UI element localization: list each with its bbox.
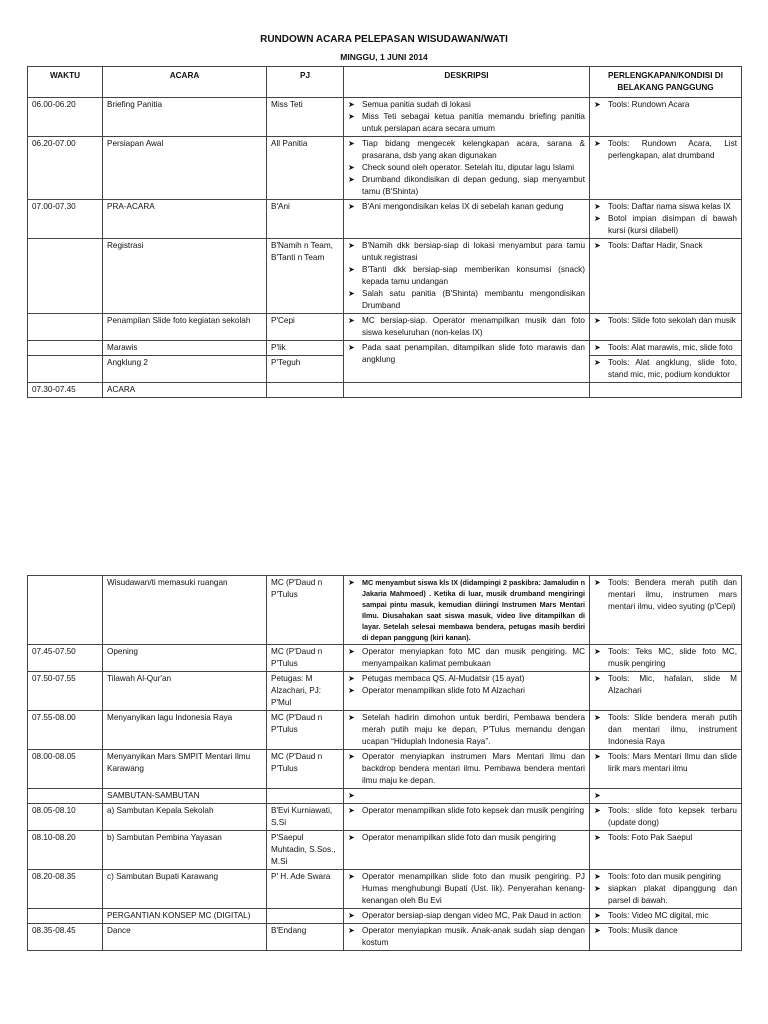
bullet-item: ➤ Tools: slide foto kepsek terbaru (update dong)	[594, 805, 737, 829]
bullet-list	[348, 751, 585, 787]
header-deskripsi: DESKRIPSI	[344, 67, 590, 98]
cell-perlengkapan	[590, 341, 742, 356]
bullet-item: ➤ Tools: Mars Mentari Ilmu dan slide lirik mars mentari ilmu	[594, 751, 737, 775]
bullet-list	[594, 673, 737, 697]
bullet-list	[594, 138, 737, 162]
header-acara: ACARA	[103, 67, 267, 98]
bullet-list	[348, 805, 585, 817]
table-row	[28, 909, 742, 924]
bullet-list	[348, 315, 585, 339]
bullet-item: ➤ Operator menyiapkan instrumen Mars Mentari Ilmu dan backdrop bendera mentari ilmu. Pembawa bendera mentari ilmu maju ke depan.	[348, 751, 585, 787]
bullet-item: ➤ Tools: Bendera merah putih dan mentari ilmu, instrumen mars mentari ilmu, video syuting (p'Cepi)	[594, 577, 737, 613]
bullet-list	[594, 646, 737, 670]
bullet-item: ➤ Tools: foto dan musik pengiring	[594, 871, 737, 883]
cell-deskripsi	[344, 98, 590, 137]
bullet-list	[348, 871, 585, 907]
cell-waktu	[28, 909, 103, 924]
bullet-item: ➤ Setelah hadirin dimohon untuk berdiri, Pembawa bendera merah putih maju ke depan, P'Tulus memandu dengan ucapan “Hiduplah Indonesia Raya”.	[348, 712, 585, 748]
bullet-item: ➤ Tools: Mic, hafalan, slide M Alzachari	[594, 673, 737, 697]
bullet-list	[348, 832, 585, 844]
cell-deskripsi	[344, 341, 590, 383]
cell-deskripsi	[344, 576, 590, 645]
document-title: RUNDOWN ACARA PELEPASAN WISUDAWAN/WATI	[260, 34, 508, 45]
header-waktu: WAKTU	[28, 67, 103, 98]
table-row	[28, 750, 742, 789]
bullet-item: ➤ Tools: Slide foto sekolah dan musik	[594, 315, 737, 327]
cell-perlengkapan	[590, 356, 742, 383]
bullet-item: ➤ Botol impian disimpan di bawah kursi (kursi dilabeli)	[594, 213, 737, 237]
table-row	[28, 672, 742, 711]
cell-waktu: 07.55-08.00	[28, 711, 103, 750]
cell-perlengkapan	[590, 576, 742, 645]
bullet-item: ➤ Tiap bidang mengecek kelengkapan acara, sarana & prasarana, dsb yang akan digunakan	[348, 138, 585, 162]
cell-acara: Penampilan Slide foto kegiatan sekolah	[103, 314, 267, 341]
cell-pj: P'Teguh	[267, 356, 344, 383]
header-pj: PJ	[267, 67, 344, 98]
bullet-item: ➤ MC menyambut siswa kls IX (didampingi 2 paskibra: Jamaludin n Jakaria Mahmoed) . Ketika di luar, musik drumband mengiringi sampai pintu masuk, kemudian diiringi Instrumen Mars Mentari Ilmu. Diusahakan saat siswa masuk, video live ditampilkan di layar. Setelah selesai membawa bendera, petugas masih berdiri di depan panggung (kiri kanan).	[348, 577, 585, 643]
table-row	[28, 576, 742, 645]
cell-pj: P' H. Ade Swara	[267, 870, 344, 909]
bullet-list	[348, 646, 585, 670]
cell-waktu: 08.35-08.45	[28, 924, 103, 951]
bullet-list	[594, 910, 737, 922]
cell-perlengkapan	[590, 804, 742, 831]
cell-acara: Angklung 2	[103, 356, 267, 383]
cell-deskripsi	[344, 804, 590, 831]
cell-acara: Opening	[103, 645, 267, 672]
cell-waktu: 08.00-08.05	[28, 750, 103, 789]
cell-pj: MC (P'Daud n P'Tulus	[267, 750, 344, 789]
cell-waktu: 07.50-07.55	[28, 672, 103, 711]
cell-deskripsi	[344, 383, 590, 398]
table-header-row	[28, 67, 742, 98]
bullet-item: ➤ Tools: Foto Pak Saepul	[594, 832, 737, 844]
bullet-list	[348, 99, 585, 135]
bullet-list	[348, 712, 585, 748]
cell-waktu: 06.20-07.00	[28, 137, 103, 200]
bullet-list	[348, 910, 585, 922]
cell-perlengkapan	[590, 98, 742, 137]
cell-perlengkapan	[590, 672, 742, 711]
cell-acara: Menyanyikan Mars SMPIT Mentari Ilmu Karawang	[103, 750, 267, 789]
bullet-item: ➤ Salah satu panitia (B'Shinta) membantu mengondisikan Drumband	[348, 288, 585, 312]
bullet-item: ➤ Operator menampilkan slide foto dan musik pengiring. PJ Humas menghubungi Bupati (Ust. lik). Penyerahan kenang-kenangan oleh Bu Evi	[348, 871, 585, 907]
bullet-list	[594, 751, 737, 775]
cell-perlengkapan	[590, 870, 742, 909]
cell-perlengkapan	[590, 750, 742, 789]
bullet-list	[594, 577, 737, 613]
bullet-item	[594, 790, 737, 802]
bullet-item: ➤ Tools: Teks MC, slide foto MC, musik pengiring	[594, 646, 737, 670]
bullet-list	[348, 240, 585, 312]
bullet-item: ➤ Operator menampilkan slide foto M Alzachari	[348, 685, 585, 697]
bullet-item: ➤ Tools: Rundown Acara, List perlengkapan, alat drumband	[594, 138, 737, 162]
bullet-list	[594, 240, 737, 252]
cell-pj: Petugas: M Alzachari, PJ: P'Mul	[267, 672, 344, 711]
cell-deskripsi	[344, 314, 590, 341]
bullet-item: ➤ Operator bersiap-siap dengan video MC, Pak Daud in action	[348, 910, 585, 922]
bullet-item: ➤ siapkan plakat dipanggung dan parsel di bawah.	[594, 883, 737, 907]
cell-acara: Wisudawan/ti memasuki ruangan	[103, 576, 267, 645]
cell-waktu: 08.10-08.20	[28, 831, 103, 870]
table-row	[28, 98, 742, 137]
cell-pj: All Panitia	[267, 137, 344, 200]
cell-pj: B'Endang	[267, 924, 344, 951]
bullet-item: ➤ Semua panitia sudah di lokasi	[348, 99, 585, 111]
bullet-item: ➤ MC bersiap-siap. Operator menampilkan musik dan foto siswa keseluruhan (non-kelas IX)	[348, 315, 585, 339]
cell-acara: SAMBUTAN-SAMBUTAN	[103, 789, 267, 804]
cell-pj: Miss Teti	[267, 98, 344, 137]
bullet-list	[348, 673, 585, 697]
cell-acara: PERGANTIAN KONSEP MC (DIGITAL)	[103, 909, 267, 924]
cell-deskripsi	[344, 672, 590, 711]
bullet-list	[594, 315, 737, 327]
cell-pj: B'Ani	[267, 200, 344, 239]
cell-waktu	[28, 314, 103, 341]
cell-waktu: 08.20-08.35	[28, 870, 103, 909]
cell-perlengkapan	[590, 789, 742, 804]
cell-waktu	[28, 789, 103, 804]
bullet-list	[594, 99, 737, 111]
bullet-item: ➤ Check sound oleh operator. Setelah itu, diputar lagu Islami	[348, 162, 585, 174]
cell-acara: Briefing Panitia	[103, 98, 267, 137]
cell-deskripsi	[344, 645, 590, 672]
cell-pj: B'Namih n Team, B'Tanti n Team	[267, 239, 344, 314]
bullet-item: ➤ Tools: Video MC digital, mic	[594, 910, 737, 922]
cell-deskripsi	[344, 831, 590, 870]
cell-acara: Registrasi	[103, 239, 267, 314]
bullet-item: ➤ Operator menyiapkan musik. Anak-anak sudah siap dengan kostum	[348, 925, 585, 949]
cell-waktu: 07.30-07.45	[28, 383, 103, 398]
bullet-item: ➤ B'Tanti dkk bersiap-siap memberikan konsumsi (snack) kepada tamu undangan	[348, 264, 585, 288]
table-row	[28, 831, 742, 870]
bullet-item: ➤ Tools: Daftar nama siswa kelas IX	[594, 201, 737, 213]
bullet-item: ➤ Tools: Slide bendera merah putih dan mentari ilmu, instrument Indonesia Raya	[594, 712, 737, 748]
bullet-item: ➤ Petugas membaca QS. Al-Mudatsir (15 ayat)	[348, 673, 585, 685]
cell-pj	[267, 909, 344, 924]
cell-deskripsi	[344, 924, 590, 951]
table-row	[28, 789, 742, 804]
cell-pj	[267, 789, 344, 804]
table-row	[28, 870, 742, 909]
cell-waktu: 07.00-07.30	[28, 200, 103, 239]
table-row	[28, 200, 742, 239]
table-row	[28, 137, 742, 200]
header-perlengkapan: PERLENGKAPAN/KONDISI DI BELAKANG PANGGUNG	[590, 67, 742, 98]
cell-deskripsi	[344, 137, 590, 200]
cell-waktu	[28, 576, 103, 645]
bullet-item: ➤ Tools: Daftar Hadir, Snack	[594, 240, 737, 252]
cell-pj: P'Cepi	[267, 314, 344, 341]
bullet-item: ➤ Operator menyiapkan foto MC dan musik pengiring. MC menyampaikan kalimat pembukaan	[348, 646, 585, 670]
cell-perlengkapan	[590, 831, 742, 870]
bullet-list	[594, 342, 737, 354]
rundown-table-bottom	[27, 575, 742, 951]
cell-perlengkapan	[590, 137, 742, 200]
cell-acara: Persiapan Awal	[103, 137, 267, 200]
cell-deskripsi	[344, 909, 590, 924]
document-date: MINGGU, 1 JUNI 2014	[340, 52, 428, 62]
bullet-list	[348, 138, 585, 198]
bullet-item: ➤ Operator menampilkan slide foto kepsek dan musik pengiring	[348, 805, 585, 817]
bullet-item: ➤ B'Namih dkk bersiap-siap di lokasi menyambut para tamu untuk registrasi	[348, 240, 585, 264]
cell-waktu	[28, 356, 103, 383]
cell-waktu	[28, 341, 103, 356]
bullet-list	[348, 201, 585, 213]
bullet-list	[594, 871, 737, 907]
cell-perlengkapan	[590, 909, 742, 924]
table-row	[28, 314, 742, 341]
bullet-item: ➤ Operator menampilkan slide foto dan musik pengiring	[348, 832, 585, 844]
cell-acara: PRA-ACARA	[103, 200, 267, 239]
cell-acara: a) Sambutan Kepala Sekolah	[103, 804, 267, 831]
bullet-list	[348, 790, 585, 802]
bullet-item: ➤ Tools: Musik dance	[594, 925, 737, 937]
cell-perlengkapan	[590, 239, 742, 314]
bullet-item: ➤ Tools: Alat angklung, slide foto, stand mic, mic, podium konduktor	[594, 357, 737, 381]
bullet-list	[594, 925, 737, 937]
cell-perlengkapan	[590, 314, 742, 341]
cell-waktu: 07.45-07.50	[28, 645, 103, 672]
cell-acara: Dance	[103, 924, 267, 951]
bullet-item: ➤ Tools: Rundown Acara	[594, 99, 737, 111]
bullet-list	[348, 342, 585, 366]
cell-pj: MC (P'Daud n P'Tulus	[267, 711, 344, 750]
cell-waktu: 08.05-08.10	[28, 804, 103, 831]
table-row	[28, 239, 742, 314]
cell-perlengkapan	[590, 383, 742, 398]
bullet-list	[594, 201, 737, 237]
bullet-list	[594, 712, 737, 748]
cell-pj: P'lik	[267, 341, 344, 356]
cell-acara: ACARA	[103, 383, 267, 398]
table-row	[28, 924, 742, 951]
cell-deskripsi	[344, 239, 590, 314]
cell-pj: B'Evi Kurniawati, S.Si	[267, 804, 344, 831]
cell-acara: c) Sambutan Bupati Karawang	[103, 870, 267, 909]
table-row	[28, 711, 742, 750]
cell-perlengkapan	[590, 924, 742, 951]
cell-pj: P'Saepul Muhtadin, S.Sos., M.Si	[267, 831, 344, 870]
cell-perlengkapan	[590, 200, 742, 239]
cell-acara: Marawis	[103, 341, 267, 356]
cell-perlengkapan	[590, 645, 742, 672]
cell-acara: Menyanyikan lagu Indonesia Raya	[103, 711, 267, 750]
table-row	[28, 383, 742, 398]
bullet-list	[594, 832, 737, 844]
cell-acara: b) Sambutan Pembina Yayasan	[103, 831, 267, 870]
bullet-item: ➤ Pada saat penampilan, ditampilkan slide foto marawis dan angklung	[348, 342, 585, 366]
bullet-list	[594, 805, 737, 829]
rundown-table-top	[27, 66, 742, 398]
bullet-list	[348, 577, 585, 643]
cell-deskripsi	[344, 711, 590, 750]
cell-waktu: 06.00-06.20	[28, 98, 103, 137]
cell-pj: MC (P'Daud n P'Tulus	[267, 645, 344, 672]
bullet-list	[594, 357, 737, 381]
cell-deskripsi	[344, 870, 590, 909]
cell-deskripsi	[344, 789, 590, 804]
bullet-item	[348, 790, 585, 802]
bullet-item: ➤ Miss Teti sebagai ketua panitia memandu briefing panitia untuk persiapan acara secara umum	[348, 111, 585, 135]
bullet-item: ➤ Drumband dikondisikan di depan gedung, siap menyambut tamu (B'Shinta)	[348, 174, 585, 198]
cell-deskripsi	[344, 200, 590, 239]
table-row	[28, 804, 742, 831]
bullet-list	[348, 925, 585, 949]
cell-pj: MC (P'Daud n P'Tulus	[267, 576, 344, 645]
table-row	[28, 645, 742, 672]
bullet-list	[594, 790, 737, 802]
cell-acara: Tilawah Al-Qur'an	[103, 672, 267, 711]
cell-waktu	[28, 239, 103, 314]
cell-deskripsi	[344, 750, 590, 789]
cell-pj	[267, 383, 344, 398]
bullet-item: ➤ B'Ani mengondisikan kelas IX di sebelah kanan gedung	[348, 201, 585, 213]
table-row	[28, 341, 742, 356]
bullet-item: ➤ Tools: Alat marawis, mic, slide foto	[594, 342, 737, 354]
cell-perlengkapan	[590, 711, 742, 750]
